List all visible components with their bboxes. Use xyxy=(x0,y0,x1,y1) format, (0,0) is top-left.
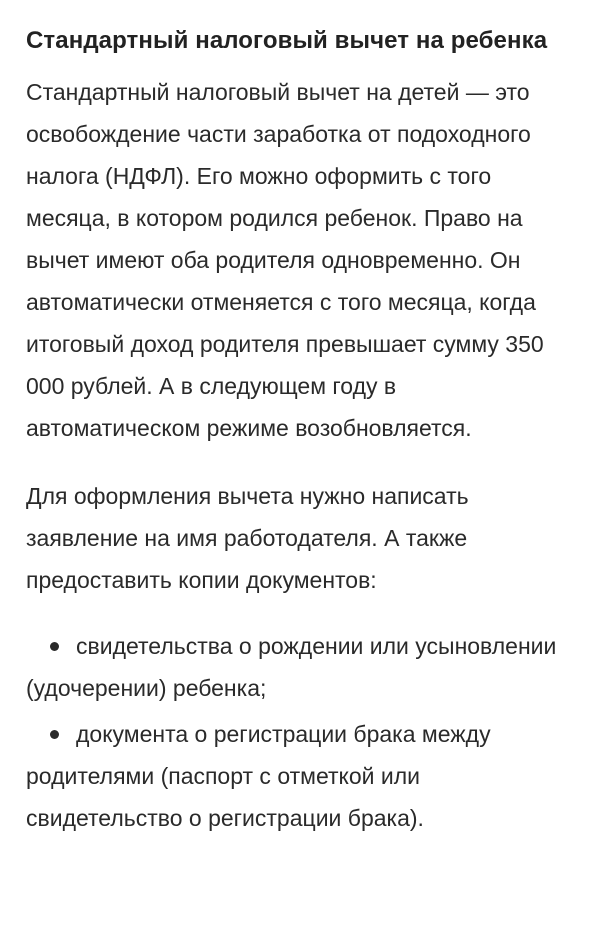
list-item xyxy=(26,625,574,709)
list-item-text: свидетельства о рождении или усыновлении (удочерении) ребенка; xyxy=(26,633,557,701)
article-title: Стандартный налоговый вычет на ребенка xyxy=(26,27,548,54)
list-item-text: документа о регистрации брака между родителями (паспорт с отметкой или свидетельство о регистрации брака). xyxy=(26,721,491,831)
list-item xyxy=(26,713,574,839)
paragraph-deduction-definition: Стандартный налоговый вычет на детей — это освобождение части заработка от подоходного налога (НДФЛ). Его можно оформить с того месяца, в котором родился ребенок. Право на вычет имеют оба родителя одновременно. Он автоматически отменяется с того месяца, когда итоговый доход родителя превышает сумму 350 000 рублей. А в следующем году в автоматическом режиме возобновляется. xyxy=(26,79,544,441)
documents-list xyxy=(26,625,574,839)
paragraph-application-info: Для оформления вычета нужно написать заявление на имя работодателя. А также предоставить копии документов: xyxy=(26,483,469,593)
bullet-icon xyxy=(50,730,59,739)
bullet-icon xyxy=(50,642,59,651)
